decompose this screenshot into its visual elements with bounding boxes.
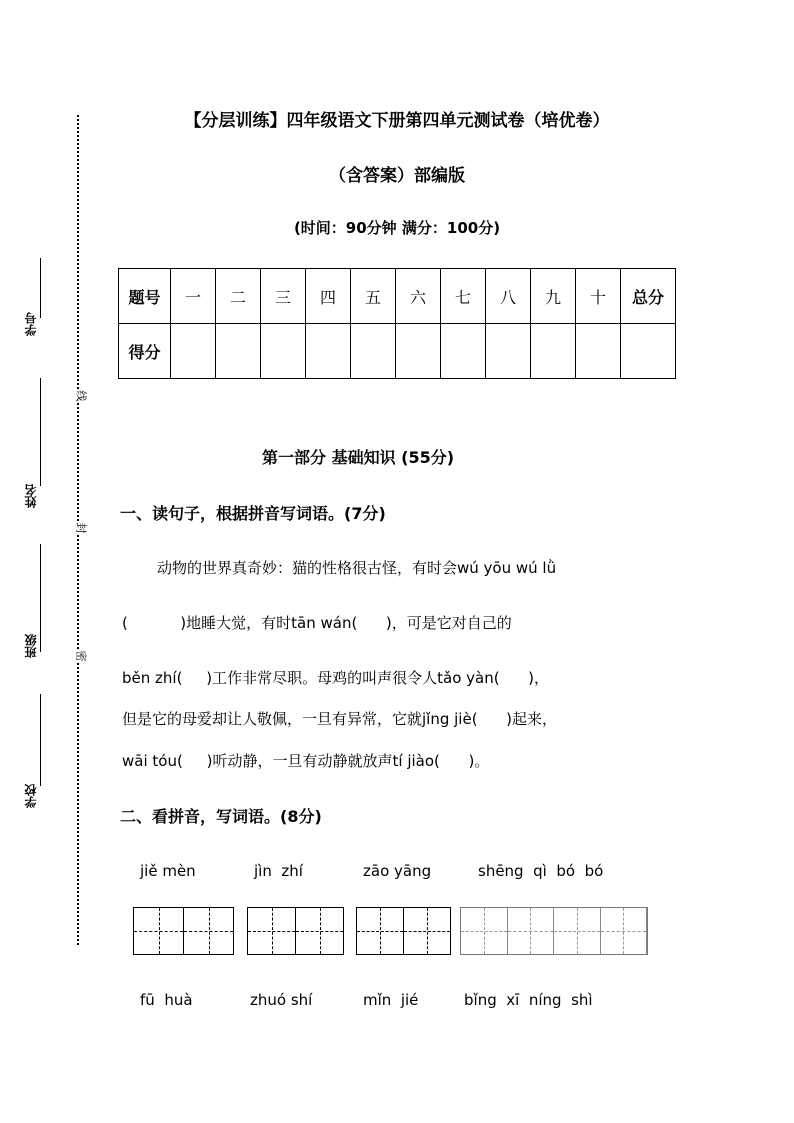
score-table-score-row [119, 324, 676, 379]
score-cell[interactable] [486, 324, 531, 379]
answer-grid-4[interactable] [460, 907, 648, 955]
school-line [40, 694, 41, 786]
grid-cell[interactable] [357, 908, 404, 954]
name-line [40, 378, 41, 486]
q2-title: 二、看拼音，写词语。(8分) [120, 807, 322, 826]
question-col-4: 四 [306, 269, 351, 324]
q2-pinyin-7: mǐn jié [363, 991, 419, 1009]
q1-title: 一、读句子，根据拼音写词语。(7分) [120, 504, 386, 523]
grid-cell[interactable] [404, 908, 450, 954]
score-cell[interactable] [576, 324, 621, 379]
q1-line-2: ( )地睡大觉，有时tān wán( )，可是它对自己的 [122, 614, 512, 632]
question-col-10: 十 [576, 269, 621, 324]
grid-cell[interactable] [601, 908, 648, 954]
q2-pinyin-8: bǐng xī níng shì [464, 991, 593, 1009]
grid-cell[interactable] [461, 908, 508, 954]
exam-title-line1: 【分层训练】四年级语文下册第四单元测试卷（培优卷） [184, 111, 610, 131]
class-line [40, 544, 41, 652]
grid-cell[interactable] [554, 908, 601, 954]
score-cell[interactable] [396, 324, 441, 379]
name-label: 姓名 [24, 484, 38, 508]
score-label: 得分 [119, 324, 171, 379]
answer-grid-2[interactable] [247, 907, 344, 955]
class-label: 班级 [24, 634, 38, 658]
student-id-line [40, 258, 41, 318]
score-table-header-row [119, 269, 676, 324]
score-cell[interactable] [441, 324, 486, 379]
score-cell[interactable] [171, 324, 216, 379]
question-col-5: 五 [351, 269, 396, 324]
seal-char-feng: 封 [76, 521, 87, 534]
seal-char-xian: 线 [76, 389, 87, 402]
q2-pinyin-6: zhuó shí [250, 991, 313, 1009]
total-header: 总分 [621, 269, 676, 324]
grid-cell[interactable] [508, 908, 555, 954]
q1-line-3: běn zhí( )工作非常尽职。母鸡的叫声很令人tǎo yàn( )， [122, 669, 550, 687]
q2-pinyin-5: fū huà [140, 991, 193, 1009]
grid-cell[interactable] [296, 908, 343, 954]
score-table [118, 268, 676, 379]
question-col-7: 七 [441, 269, 486, 324]
q2-pinyin-2: jìn zhí [254, 862, 303, 880]
seal-char-mi: 密 [76, 649, 87, 662]
part1-title: 第一部分 基础知识 (55分) [262, 448, 455, 467]
q1-line-5: wāi tóu( )听动静，一旦有动静就放声tí jiào( )。 [122, 752, 490, 770]
grid-cell[interactable] [134, 908, 184, 954]
q1-line-1: 动物的世界真奇妙：猫的性格很古怪，有时会wú yōu wú lǜ [157, 559, 557, 577]
school-label: 学校 [24, 784, 38, 808]
time-info: (时间：90分钟 满分：100分) [293, 219, 501, 237]
question-col-6: 六 [396, 269, 441, 324]
question-number-header: 题号 [119, 269, 171, 324]
q2-pinyin-4: shēng qì bó bó [478, 862, 604, 880]
student-id-label: 学号 [24, 312, 38, 336]
score-cell[interactable] [351, 324, 396, 379]
answer-grid-3[interactable] [356, 907, 451, 955]
question-col-8: 八 [486, 269, 531, 324]
answer-grid-1[interactable] [133, 907, 234, 955]
q1-line-4: 但是它的母爱却让人敬佩，一旦有异常，它就jǐng jiè( )起来， [122, 710, 558, 728]
score-cell[interactable] [306, 324, 351, 379]
grid-cell[interactable] [248, 908, 296, 954]
exam-title-line2: （含答案）部编版 [329, 166, 465, 186]
grid-cell[interactable] [184, 908, 233, 954]
total-score-cell[interactable] [621, 324, 676, 379]
q2-pinyin-1: jiě mèn [140, 862, 196, 880]
question-col-9: 九 [531, 269, 576, 324]
score-cell[interactable] [531, 324, 576, 379]
question-col-3: 三 [261, 269, 306, 324]
q2-pinyin-3: zāo yāng [363, 862, 432, 880]
question-col-1: 一 [171, 269, 216, 324]
score-cell[interactable] [216, 324, 261, 379]
score-cell[interactable] [261, 324, 306, 379]
question-col-2: 二 [216, 269, 261, 324]
